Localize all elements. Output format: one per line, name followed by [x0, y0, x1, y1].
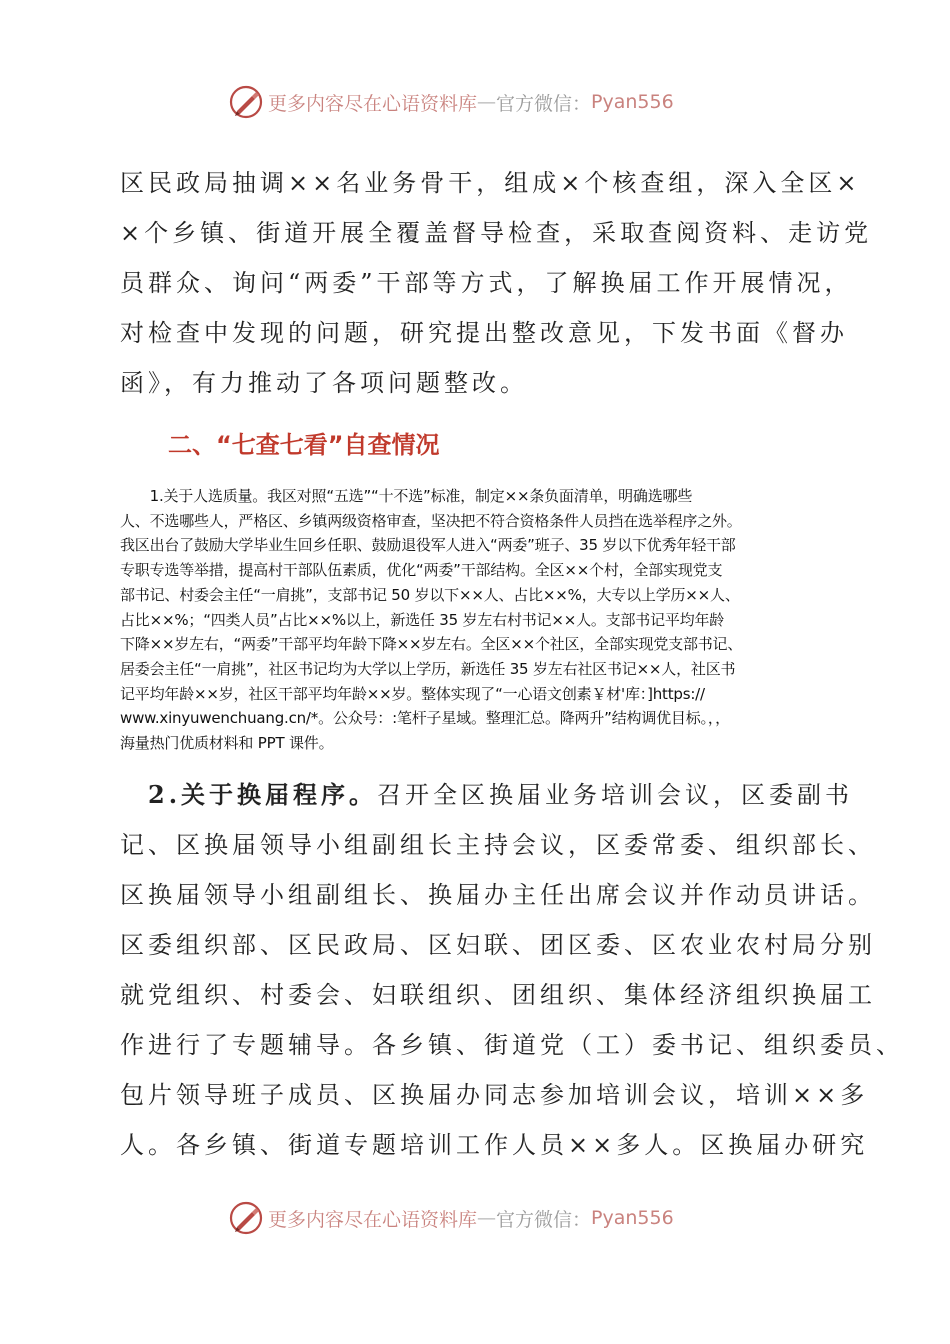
- text-line: [120, 770, 854, 820]
- banner-wechat-id: Pyan556: [591, 1207, 674, 1229]
- banner-wechat-label: 官方微信：: [496, 1208, 592, 1231]
- banner-separator: —: [477, 91, 497, 113]
- text-line: 专职专选等举措，提高村干部队伍素质，优化“两委”干部结构。全区××个村，全部实现党支: [120, 561, 723, 580]
- text-line: 对检查中发现的问题，研究提出整改意见，下发书面《督办: [120, 319, 848, 347]
- text-line: 区民政局抽调××名业务骨干，组成×个核查组，深入全区×: [120, 169, 861, 197]
- pen-logo-icon: [228, 1200, 264, 1236]
- text-line: 就党组织、村委会、妇联组织、团组织、集体经济组织换届工: [120, 981, 876, 1009]
- banner-site-text: 更多内容尽在心语资料库: [268, 1208, 478, 1231]
- text-line: ×个乡镇、街道开展全覆盖督导检查，采取查阅资料、走访党: [120, 219, 873, 247]
- text-line: 部书记、村委会主任“一肩挑”，支部书记 50 岁以下××人、占比××%，大专以上学历××人、: [120, 585, 740, 604]
- text-line: 人、不选哪些人，严格区、乡镇两级资格审查，坚决把不符合资格条件人员挡在选举程序之外。: [120, 511, 742, 530]
- text-line: 占比××%；“四类人员”占比××%以上，新选任 35 岁左右村书记××人。支部书记平均年龄: [120, 610, 725, 629]
- banner-separator: —: [477, 1207, 497, 1229]
- text-line: 作进行了专题辅导。各乡镇、街道党（工）委书记、组织委员、: [120, 1031, 904, 1059]
- banner-wechat-id: Pyan556: [591, 91, 674, 113]
- text-line: 记平均年龄××岁，社区干部平均年龄××岁。整体实现了“一心语文创素￥材'库：]https://: [120, 684, 705, 703]
- text-line: 区换届领导小组副组长、换届办主任出席会议并作动员讲话。: [120, 881, 876, 909]
- text-line: 员群众、询问“两委”干部等方式，了解换届工作开展情况，: [120, 269, 853, 297]
- header-banner: [0, 82, 950, 122]
- text-line: 下降××岁左右，“两委”干部平均年龄下降××岁左右。全区××个社区，全部实现党支部书记、: [120, 635, 743, 654]
- paragraph-candidate-quality: [120, 484, 840, 756]
- text-line: 记、区换届领导小组副组长主持会议，区委常委、组织部长、: [120, 831, 876, 859]
- text-line: 函》，有力推动了各项问题整改。: [120, 369, 528, 397]
- text-line: 人。各乡镇、街道专题培训工作人员××多人。区换届办研究: [120, 1131, 869, 1159]
- text-line: 我区出台了鼓励大学毕业生回乡任职、鼓励退役军人进入“两委”班子、35 岁以下优秀年轻干部: [120, 536, 736, 555]
- paragraph-lead: 2.关于换届程序。: [148, 780, 378, 809]
- banner-site-text: 更多内容尽在心语资料库: [268, 92, 478, 115]
- paragraph-lead-rest: 召开全区换届业务培训会议，区委副书: [377, 781, 854, 809]
- banner-wechat-label: 官方微信：: [496, 92, 592, 115]
- pen-logo-icon: [228, 84, 264, 120]
- text-line: 1.关于人选质量。我区对照“五选”“十不选”标准，制定××条负面清单，明确选哪些: [120, 487, 693, 505]
- text-line: 居委会主任“一肩挑”，社区书记均为大学以上学历，新选任 35 岁左右社区书记××人，社区书: [120, 659, 736, 678]
- text-line: 包片领导班子成员、区换届办同志参加培训会议，培训××多: [120, 1081, 869, 1109]
- section-heading: 二、“七查七看”自查情况: [168, 431, 440, 459]
- footer-banner: [0, 1198, 950, 1238]
- paragraph-election-procedure: [120, 770, 904, 1170]
- text-line: 区委组织部、区民政局、区妇联、团区委、区农业农村局分别: [120, 931, 876, 959]
- text-line: 海量热门优质材料和 PPT 课件。: [120, 734, 334, 753]
- text-line: www.xinyuwenchuang.cn/*。公众号：:笔杆子星域。整理汇总。降两升”结构调优目标。，，: [120, 709, 730, 728]
- paragraph-inspection: [120, 158, 873, 408]
